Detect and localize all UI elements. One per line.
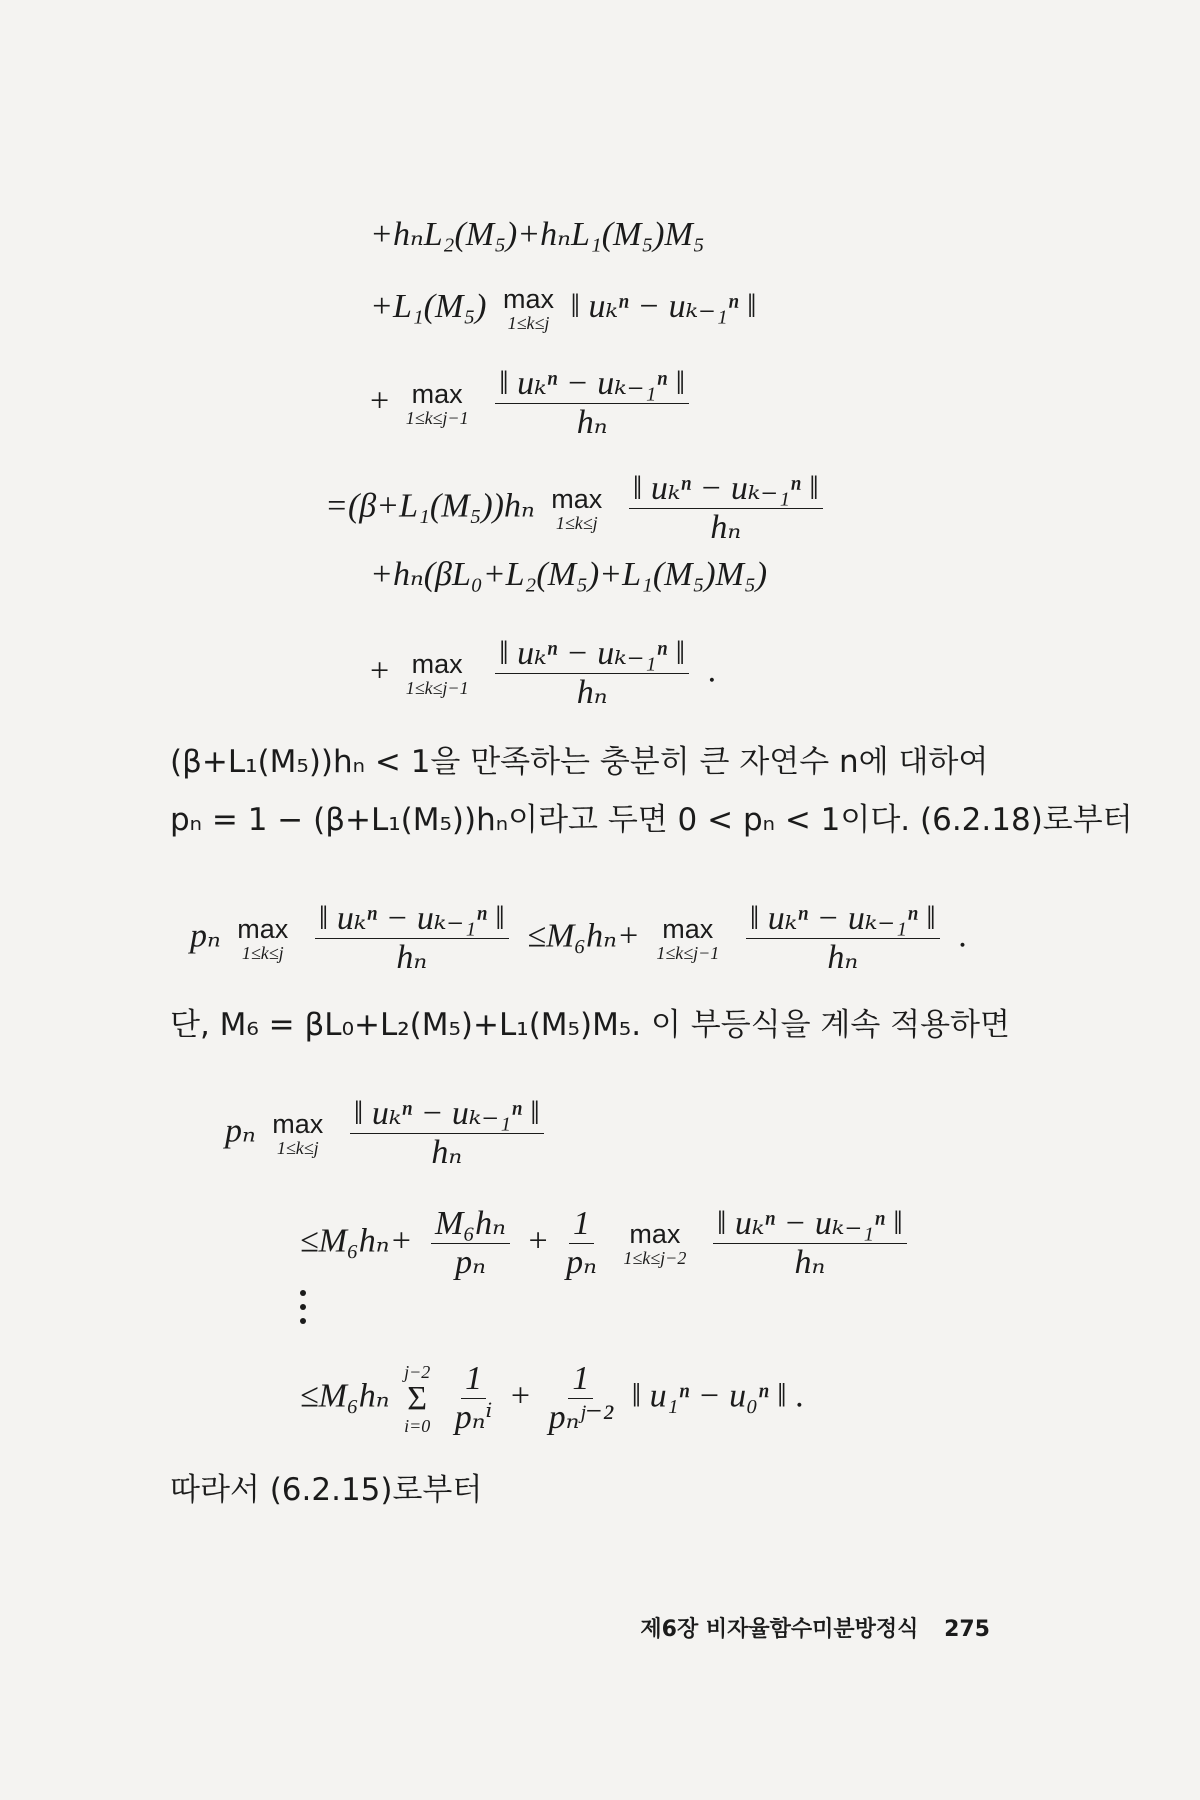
paragraph-4: 따라서 (6.2.15)로부터 (170, 1472, 483, 1508)
fraction (495, 635, 689, 712)
fraction-numerator: ‖ uₖⁿ − uₖ₋₁ⁿ ‖ (495, 365, 689, 404)
max-operator (656, 915, 719, 963)
fraction-denominator: pₙⁱ (454, 1399, 493, 1436)
eq-line-6 (370, 635, 716, 712)
inequality-3-pre: ≤M₆hₙ (300, 1377, 390, 1415)
plus-sign: + (510, 1377, 531, 1415)
max-subscript: 1≤k≤j (276, 1137, 319, 1158)
period: . (707, 652, 717, 690)
inequality-2-pre: ≤M₆hₙ+ (300, 1222, 413, 1260)
fraction (495, 365, 689, 442)
inequality-1 (190, 900, 967, 977)
sum-upper-limit: j−2 (404, 1361, 431, 1382)
max-label: max (237, 913, 289, 944)
max-subscript: 1≤k≤j (241, 942, 284, 963)
max-operator (272, 1110, 323, 1158)
max-subscript: 1≤k≤j−2 (623, 1247, 687, 1268)
eq-line-3 (370, 365, 699, 442)
page-footer (640, 1612, 990, 1643)
max-label: max (411, 648, 463, 679)
plus-sign: + (528, 1222, 548, 1260)
max-subscript: 1≤k≤j (507, 313, 550, 333)
sum-lower-limit: i=0 (404, 1415, 431, 1436)
max-label: max (662, 913, 714, 944)
pn-symbol: pₙ (190, 917, 221, 955)
max-label: max (629, 1218, 681, 1249)
eq-line-4-pre: =(β+L₁(M₅))hₙ (325, 487, 535, 525)
max-subscript: 1≤k≤j (555, 512, 598, 533)
max-operator (503, 285, 554, 333)
fraction-numerator: ‖ uₖⁿ − uₖ₋₁ⁿ ‖ (629, 470, 823, 509)
max-operator (406, 650, 469, 698)
period: . (958, 917, 967, 955)
fraction-numerator: 1 (461, 1360, 486, 1399)
fraction (746, 900, 940, 977)
paragraph-2: pₙ = 1 − (β+L₁(M₅))hₙ이라고 두면 0 < pₙ < 1이다. (6.2.18)로부터 (170, 802, 1133, 838)
max-subscript: 1≤k≤j−1 (405, 407, 469, 428)
fraction-numerator: ‖ uₖⁿ − uₖ₋₁ⁿ ‖ (746, 900, 940, 939)
eq-line-2-post: ‖ uₖⁿ − uₖ₋₁ⁿ ‖ (570, 287, 757, 325)
fraction (549, 1360, 614, 1437)
plus-sign: + (370, 382, 390, 420)
period: . (795, 1377, 804, 1415)
max-operator (551, 485, 602, 533)
max-operator (237, 915, 288, 963)
eq-line-2-pre: +L₁(M₅) (370, 287, 487, 325)
eq-line-5: +hₙ(βL₀+L₂(M₅)+L₁(M₅)M₅) (370, 556, 768, 593)
sigma-symbol: Σ (407, 1379, 428, 1417)
fraction (713, 1205, 907, 1282)
page-number: 275 (944, 1617, 990, 1642)
fraction-denominator: hₙ (576, 404, 608, 441)
fraction-denominator: hₙ (576, 674, 608, 711)
fraction (629, 470, 823, 547)
sum-operator (404, 1362, 430, 1436)
max-label: max (502, 284, 554, 314)
fraction-denominator: hₙ (710, 509, 742, 546)
fraction-denominator: hₙ (431, 1134, 463, 1171)
paragraph-1: (β+L₁(M₅))hₙ < 1을 만족하는 충분히 큰 자연수 n에 대하여 (170, 744, 989, 780)
max-operator (406, 380, 469, 428)
fraction-numerator: ‖ uₖⁿ − uₖ₋₁ⁿ ‖ (713, 1205, 907, 1244)
inequality-1-mid: ≤M₆hₙ+ (527, 917, 640, 955)
max-label: max (411, 378, 463, 409)
eq-line-2 (370, 285, 757, 333)
pn-symbol: pₙ (225, 1112, 256, 1150)
fraction (350, 1095, 544, 1172)
fraction-numerator: ‖ uₖⁿ − uₖ₋₁ⁿ ‖ (315, 900, 509, 939)
vertical-ellipsis (300, 1290, 310, 1332)
fraction-denominator: pₙ (455, 1244, 486, 1281)
paragraph-3: 단, M₆ = βL₀+L₂(M₅)+L₁(M₅)M₅. 이 부등식을 계속 적용하면 (170, 1007, 1010, 1043)
fraction (566, 1205, 597, 1282)
fraction (315, 900, 509, 977)
ellipsis-dot (300, 1290, 306, 1296)
max-subscript: 1≤k≤j−1 (656, 942, 720, 963)
ellipsis-dot (300, 1318, 306, 1324)
fraction-numerator: M₆hₙ (431, 1205, 510, 1244)
max-label: max (272, 1108, 324, 1139)
chapter-title: 제6장 비자율함수미분방정식 (640, 1617, 919, 1642)
fraction-numerator: 1 (568, 1360, 593, 1399)
inequality-2-rhs (300, 1205, 917, 1282)
inequality-3 (300, 1360, 804, 1437)
fraction-numerator: 1 (569, 1205, 594, 1244)
fraction-denominator: hₙ (396, 939, 428, 976)
max-operator (623, 1220, 686, 1268)
final-norm: ‖ u₁ⁿ − u₀ⁿ ‖ (631, 1377, 787, 1415)
max-label: max (551, 483, 603, 514)
fraction-denominator: hₙ (794, 1244, 826, 1281)
fraction-denominator: pₙʲ⁻² (548, 1399, 614, 1436)
fraction-denominator: pₙ (566, 1244, 597, 1281)
fraction-numerator: ‖ uₖⁿ − uₖ₋₁ⁿ ‖ (495, 635, 689, 674)
fraction-denominator: hₙ (827, 939, 859, 976)
eq-line-1: +hₙL₂(M₅)+hₙL₁(M₅)M₅ (370, 216, 705, 253)
fraction (431, 1205, 510, 1282)
max-subscript: 1≤k≤j−1 (405, 677, 469, 698)
plus-sign: + (370, 652, 390, 690)
inequality-2-lhs (225, 1095, 554, 1172)
fraction-numerator: ‖ uₖⁿ − uₖ₋₁ⁿ ‖ (350, 1095, 544, 1134)
eq-line-4 (325, 470, 833, 547)
fraction (455, 1360, 493, 1437)
ellipsis-dot (300, 1304, 306, 1310)
